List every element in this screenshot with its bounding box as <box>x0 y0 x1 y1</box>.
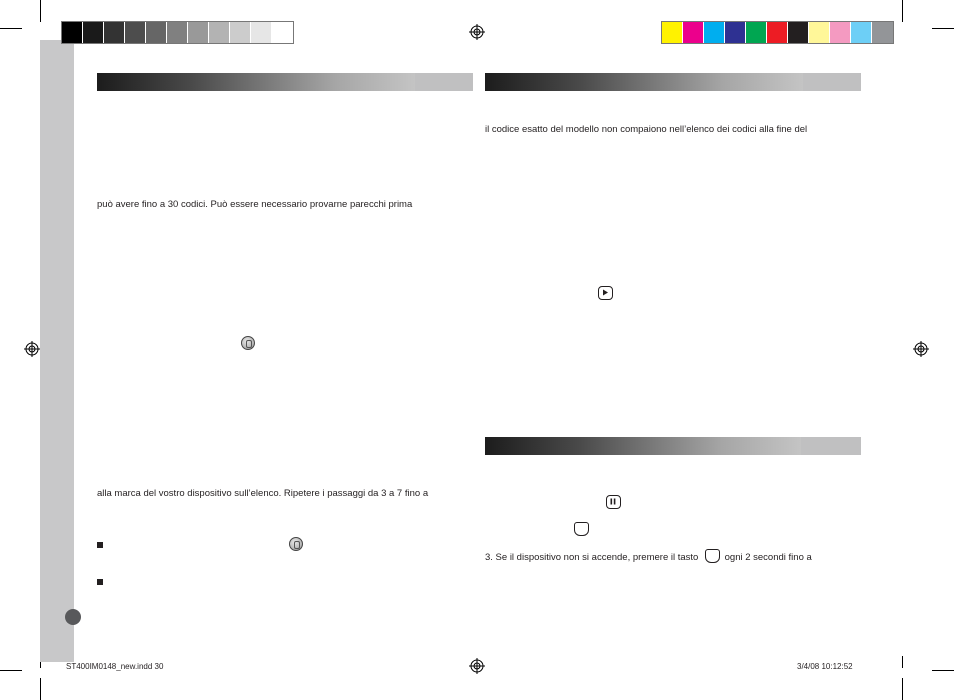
registration-mark-icon <box>469 24 485 40</box>
color-swatch <box>683 22 704 43</box>
blank-key-icon <box>574 522 589 536</box>
color-swatch <box>167 22 188 43</box>
right-subsection-header-bar <box>485 437 861 455</box>
color-swatch <box>188 22 209 43</box>
left-text-line: può avere fino a 30 codici. Può essere necessario provarne parecchi prima <box>97 199 413 210</box>
page-marker-circle <box>65 609 81 625</box>
color-swatch <box>104 22 125 43</box>
color-swatch <box>272 22 293 43</box>
footer-file-info: ST400IM0148_new.indd 30 <box>66 662 164 671</box>
blank-key-icon <box>705 549 720 563</box>
color-swatch <box>725 22 746 43</box>
crop-mark <box>932 28 954 29</box>
color-swatch <box>251 22 272 43</box>
right-text-line <box>485 549 812 564</box>
footer-date-time: 3/4/08 10:12:52 <box>797 662 853 671</box>
color-swatch <box>704 22 725 43</box>
registration-mark-icon <box>469 658 485 674</box>
crop-mark <box>902 678 903 700</box>
power-button-icon <box>241 336 255 350</box>
crop-mark <box>0 28 22 29</box>
color-swatch <box>851 22 872 43</box>
color-swatch <box>62 22 83 43</box>
left-section-header-bar <box>97 73 473 91</box>
color-swatch <box>230 22 251 43</box>
color-swatch <box>767 22 788 43</box>
color-swatch <box>662 22 683 43</box>
color-swatch <box>746 22 767 43</box>
right-text-segment: 3. Se il dispositivo non si accende, premere il tasto <box>485 552 699 563</box>
crop-mark <box>932 670 954 671</box>
color-swatch <box>830 22 851 43</box>
crop-mark <box>902 0 903 22</box>
color-swatch <box>872 22 893 43</box>
color-swatch <box>146 22 167 43</box>
crop-mark <box>40 678 41 700</box>
right-section-header-bar <box>485 73 861 91</box>
process-color-bar <box>661 21 894 44</box>
color-swatch <box>125 22 146 43</box>
power-button-icon <box>289 537 303 551</box>
bullet-square <box>97 579 103 585</box>
registration-mark-icon <box>913 341 929 357</box>
crop-mark <box>40 0 41 22</box>
color-swatch <box>809 22 830 43</box>
right-text-line: il codice esatto del modello non compaiono nell’elenco dei codici alla fine del <box>485 124 808 135</box>
crop-mark <box>902 656 903 668</box>
registration-mark-icon <box>24 341 40 357</box>
side-strip <box>40 40 74 662</box>
left-text-line: alla marca del vostro dispositivo sull’elenco. Ripetere i passaggi da 3 a 7 fino a <box>97 488 429 499</box>
color-swatch <box>209 22 230 43</box>
color-swatch <box>788 22 809 43</box>
crop-mark <box>0 670 22 671</box>
right-text-segment: ogni 2 secondi fino a <box>724 552 812 563</box>
bullet-square <box>97 542 103 548</box>
grayscale-color-bar <box>61 21 294 44</box>
pause-icon <box>606 495 621 509</box>
play-icon <box>598 286 613 300</box>
color-swatch <box>83 22 104 43</box>
